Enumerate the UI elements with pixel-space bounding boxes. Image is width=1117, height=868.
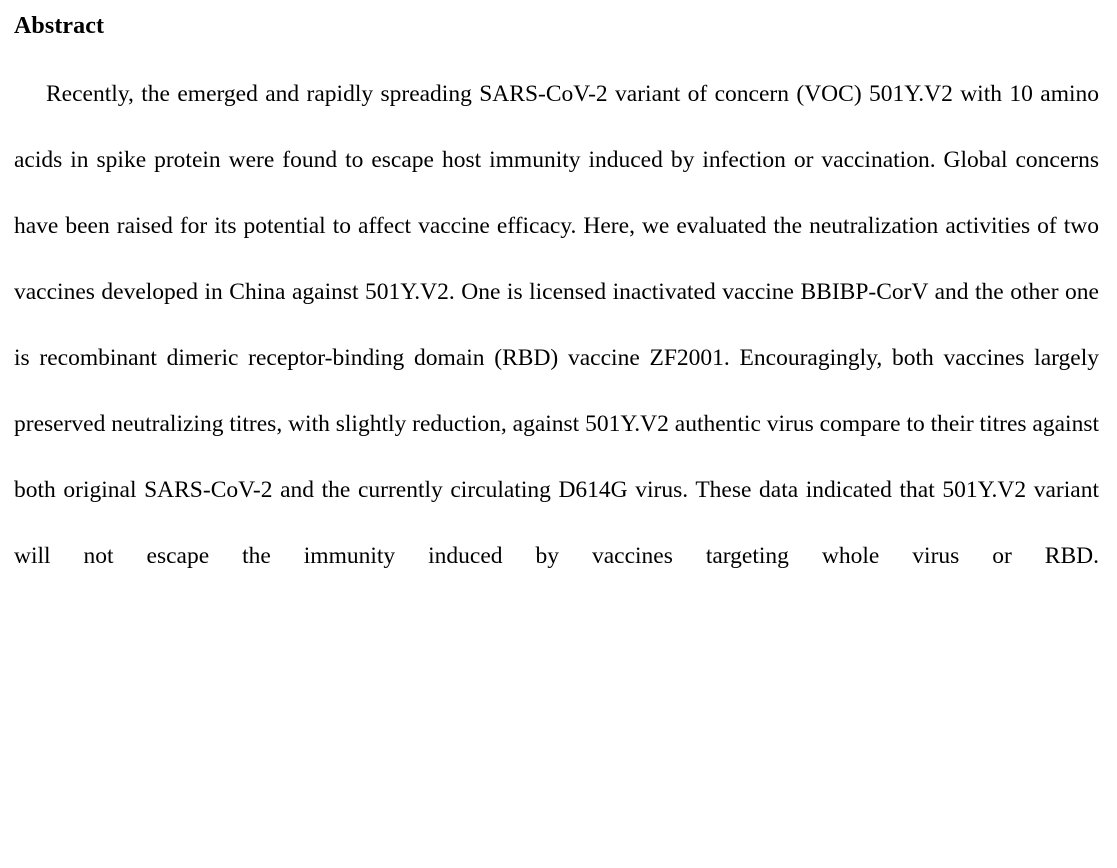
page-title: Abstract: [14, 13, 105, 39]
abstract-paragraph: [14, 51, 1099, 655]
abstract-text: Recently, the emerged and rapidly spreading SARS-CoV-2 variant of concern (VOC) 501Y.V2 with 10 amino acids in spike protein were found to escape host immunity induced by infection or vaccination. Global concerns have been raised for its potential to affect vaccine efficacy. Here, we evaluated the neutralization activities of two vaccines developed in China against 501Y.V2. One is licensed inactivated vaccine BBIBP-CorV and the other one is recombinant dimeric receptor-binding domain (RBD) vaccine ZF2001. Encouragingly, both vaccines largely preserved neutralizing titres, with slightly reduction, against 501Y.V2 authentic virus compare to their titres against both original SARS-CoV-2 and the currently circulating D614G virus. These data indicated that 501Y.V2 variant will not escape the immunity induced by vaccines targeting whole virus or RBD.: [14, 80, 1099, 569]
